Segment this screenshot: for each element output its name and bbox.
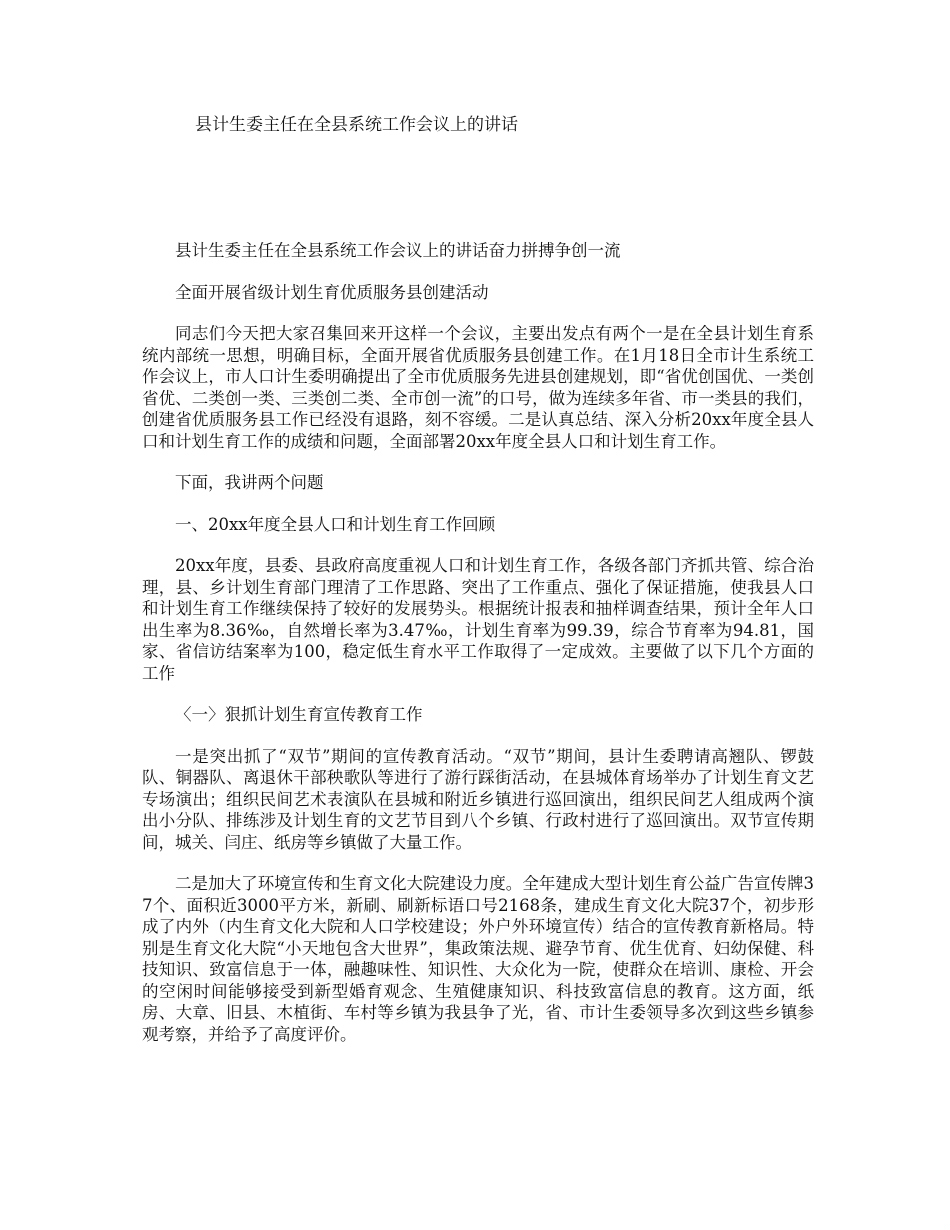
double-festival-paragraph: 一是突出抓了“双节”期间的宣传教育活动。“双节”期间，县计生委聘请高翘队、锣鼓队、铜器队、离退休干部秧歌队等进行了游行踩街活动，在县城体育场举办了计划生育文艺专场演出；组织民间艺术表演队在县城和附近乡镇进行巡回演出，组织民间艺人组成两个演出小分队、排练涉及计划生育的文艺节目到八个乡镇、行政村进行了巡回演出。双节宣传期间，城关、闫庄、纸房等乡镇做了大量工作。	[142, 746, 814, 852]
document-title: 县计生委主任在全县系统工作会议上的讲话	[195, 115, 518, 135]
opening-paragraph: 同志们今天把大家召集回来开这样一个会议，主要出发点有两个一是在全县计划生育系统内部统一思想，明确目标，全面开展省优质服务县创建工作。在1月18日全市计生系统工作会议上，市人口计生委明确提出了全市优质服务先进县创建规划，即“省优创国优、一类创省优、二类创一类、三类创二类、全市创一流”的口号，做为连续多年省、市一类县的我们，创建省优质服务县工作已经没有退路，刻不容缓。二是认真总结、深入分析20xx年度全县人口和计划生育工作的成绩和问题，全面部署20xx年度全县人口和计划生育工作。	[142, 324, 814, 451]
section-heading-1: 一、20xx年度全县人口和计划生育工作回顾	[175, 514, 496, 534]
document-body	[142, 240, 814, 1045]
subtitle-line-1: 县计生委主任在全县系统工作会议上的讲话奋力拼搏争创一流	[175, 241, 621, 260]
subtitle-line-2: 全面开展省级计划生育优质服务县创建活动	[175, 282, 489, 302]
review-paragraph: 20xx年度，县委、县政府高度重视人口和计划生育工作，各级各部门齐抓共管、综合治理，县、乡计划生育部门理清了工作思路、突出了工作重点、强化了保证措施，使我县人口和计划生育工作继续保持了较好的发展势头。根据统计报表和抽样调查结果，预计全年人口出生率为8.36‰，自然增长率为3.47‰，计划生育率为99.39，综合节育率为94.81，国家、省信访结案率为100，稳定低生育水平工作取得了一定成效。主要做了以下几个方面的工作	[142, 556, 814, 683]
environment-publicity-paragraph: 二是加大了环境宣传和生育文化大院建设力度。全年建成大型计划生育公益广告宣传牌37个、面积近3000平方米，新刷、刷新标语口号2168条，建成生育文化大院37个，初步形成了内外（内生育文化大院和人口学校建设；外户外环境宣传）结合的宣传教育新格局。特别是生育文化大院“小天地包含大世界”，集政策法规、避孕节育、优生优育、妇幼保健、科技知识、致富信息于一体，融趣味性、知识性、大众化为一院，使群众在培训、康检、开会的空闲时间能够接受到新型婚育观念、生殖健康知识、科技致富信息的教育。这方面，纸房、大章、旧县、木植街、车村等乡镇为我县争了光，省、市计生委领导多次到这些乡镇参观考察，并给予了高度评价。	[142, 874, 814, 1044]
transition-paragraph: 下面，我讲两个问题	[175, 473, 324, 492]
subsection-heading-1: 〈一〉狠抓计划生育宣传教育工作	[175, 705, 423, 724]
